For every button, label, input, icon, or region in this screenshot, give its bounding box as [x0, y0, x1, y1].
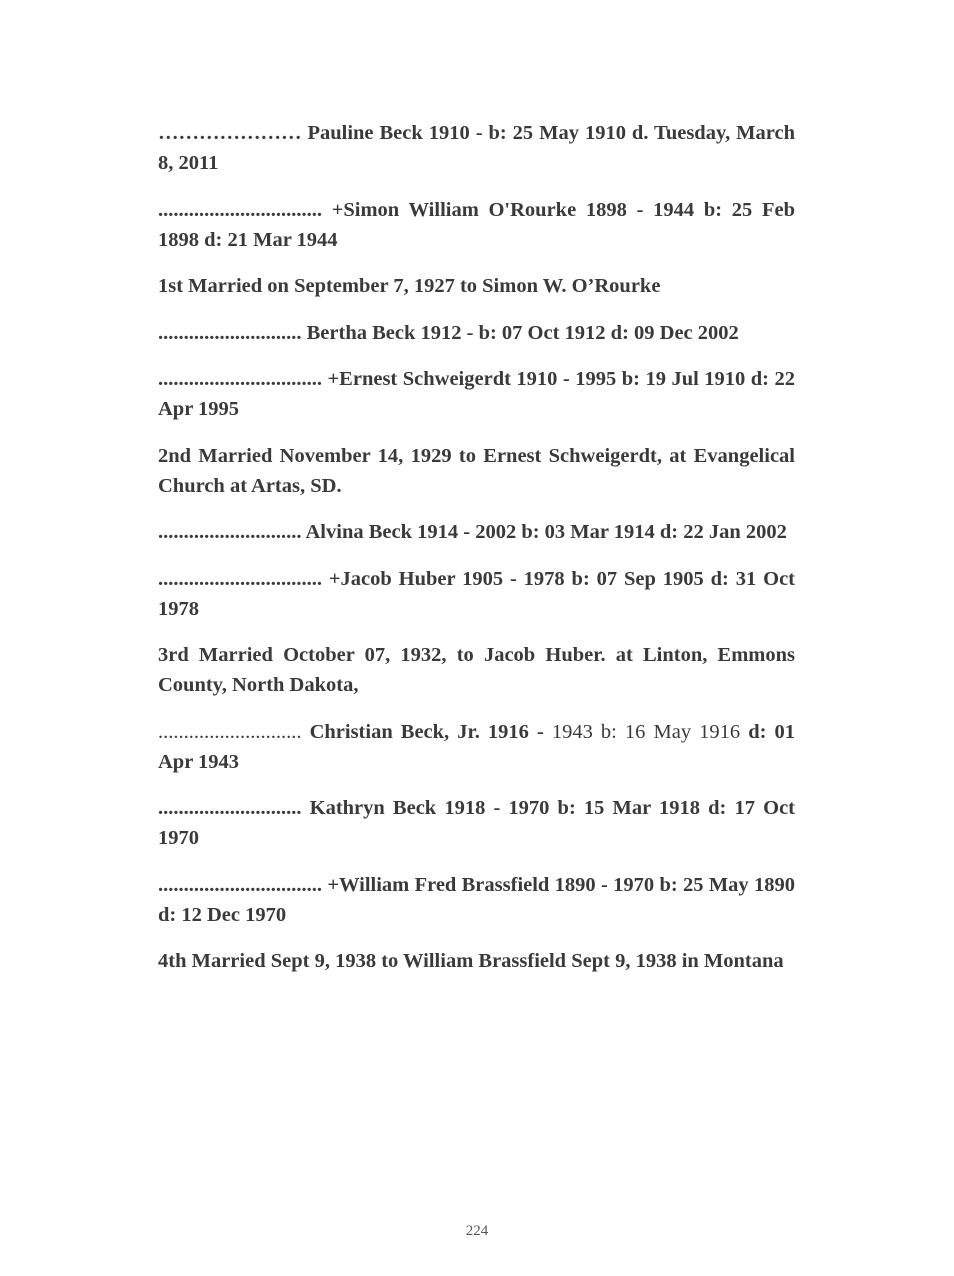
entry-christian-beck-jr	[158, 717, 795, 777]
entry-leader-dots: ............................	[158, 720, 302, 743]
entry-dates: 1943 b: 16 May 1916	[551, 720, 741, 743]
document-body	[158, 118, 795, 993]
marriage-note-4th: 4th Married Sept 9, 1938 to William Brassfield Sept 9, 1938 in Montana	[158, 950, 784, 972]
entry-pauline-beck: ………………… Pauline Beck 1910 - b: 25 May 1910 d. Tuesday, March 8, 2011	[158, 122, 795, 174]
entry-ernest-schweigerdt: ................................ +Ernest Schweigerdt 1910 - 1995 b: 19 Jul 1910 d: 22 Apr 1995	[158, 368, 795, 420]
entry-bertha-beck: ............................ Bertha Beck 1912 - b: 07 Oct 1912 d: 09 Dec 2002	[158, 321, 739, 344]
entry-name: Christian Beck, Jr. 1916 -	[301, 720, 552, 743]
marriage-note-3rd: 3rd Married October 07, 1932, to Jacob Huber. at Linton, Emmons County, North Dakota,	[158, 644, 795, 696]
entry-alvina-beck: ............................ Alvina Beck 1914 - 2002 b: 03 Mar 1914 d: 22 Jan 2002	[158, 521, 787, 543]
entry-kathryn-beck: ............................ Kathryn Beck 1918 - 1970 b: 15 Mar 1918 d: 17 Oct 1970	[158, 797, 795, 849]
entry-jacob-huber: ................................ +Jacob Huber 1905 - 1978 b: 07 Sep 1905 d: 31 Oct 1978	[158, 567, 795, 620]
entry-simon-orourke: ................................ +Simon William O'Rourke 1898 - 1944 b: 25 Feb 1898 d: 21 Mar 1944	[158, 198, 795, 251]
entry-death: d: 01 Apr 1943	[158, 720, 795, 773]
entry-william-brassfield: ................................ +William Fred Brassfield 1890 - 1970 b: 25 May 1890 d: 12 Dec 1970	[158, 873, 795, 926]
page-number: 224	[465, 1223, 489, 1239]
marriage-note-1st: 1st Married on September 7, 1927 to Simon W. O’Rourke	[158, 275, 661, 297]
marriage-note-2nd: 2nd Married November 14, 1929 to Ernest Schweigerdt, at Evangelical Church at Artas, SD.	[158, 444, 795, 497]
